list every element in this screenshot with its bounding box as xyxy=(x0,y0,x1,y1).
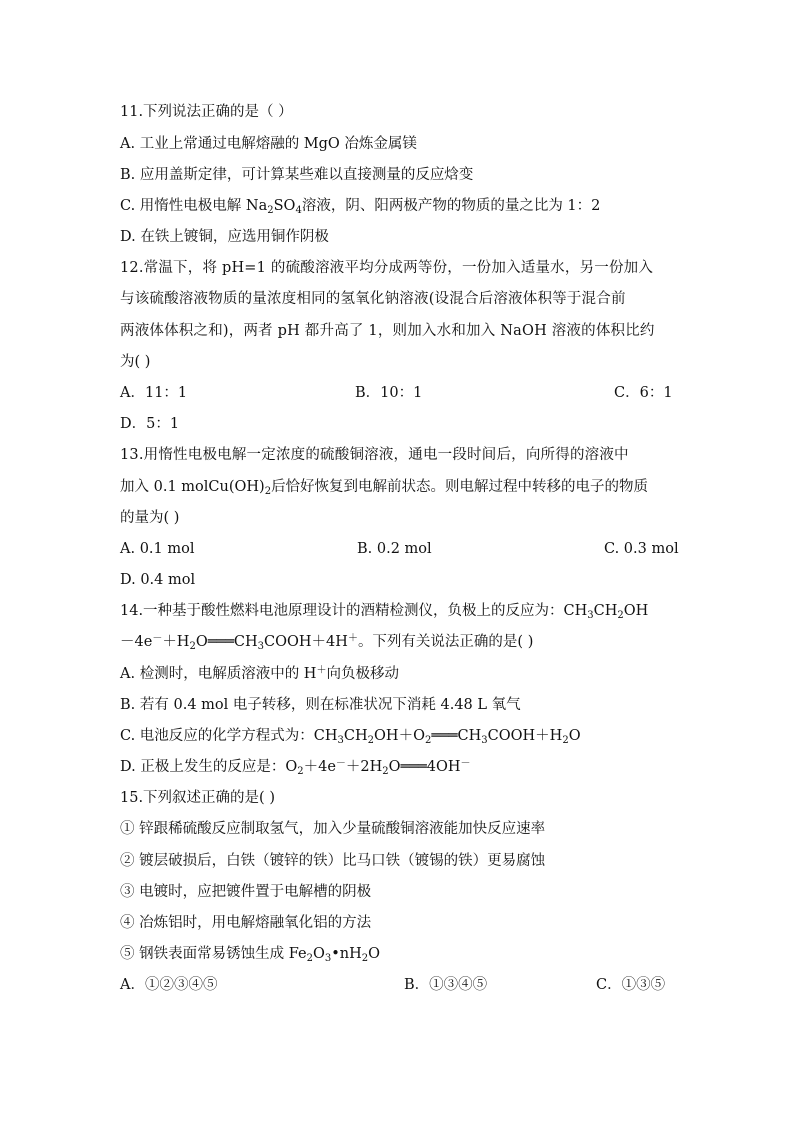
subscript: 2 xyxy=(306,953,313,964)
q14-option-b: B. 若有 0.4 mol 电子转移，则在标准状况下消耗 4.48 L 氧气 xyxy=(120,697,521,713)
subscript: 4 xyxy=(295,205,302,216)
text: CH xyxy=(593,603,618,619)
q11-option-d: D. 在铁上镀铜，应选用铜作阴极 xyxy=(120,229,329,245)
text: ⑤ 钢铁表面常易锈蚀生成 Fe xyxy=(120,946,307,962)
text: OH＋O xyxy=(374,728,425,744)
q12-stem-line-2: 与该硫酸溶液物质的量浓度相同的氢氧化钠溶液(设混合后溶液体积等于混合前 xyxy=(120,291,626,307)
q13-option-d: D. 0.4 mol xyxy=(120,572,196,588)
subscript: 2 xyxy=(617,610,624,621)
subscript: 3 xyxy=(481,735,488,746)
subscript: 2 xyxy=(382,766,389,777)
text: COOH＋4H xyxy=(264,634,348,650)
q11-stem: 11.下列说法正确的是（ ） xyxy=(120,104,293,120)
q11-option-c xyxy=(120,196,600,216)
text: O xyxy=(368,946,381,962)
q12-option-b: B．10：1 xyxy=(355,385,423,401)
subscript: 2 xyxy=(367,735,375,746)
superscript: ＋ xyxy=(347,633,358,644)
text: SO xyxy=(273,198,296,214)
superscript: － xyxy=(152,633,163,644)
q12-option-a: A．11：1 xyxy=(120,385,188,401)
q13-option-a: A. 0.1 mol xyxy=(120,541,195,557)
text: 14.一种基于酸性燃料电池原理设计的酒精检测仪，负极上的反应为：CH xyxy=(120,603,588,619)
text: O xyxy=(312,946,325,962)
text: •nH xyxy=(331,946,362,962)
q14-stem-line-2 xyxy=(120,632,533,652)
text: OH xyxy=(623,603,649,619)
superscript: ＋ xyxy=(316,665,327,676)
text: 向负极移动 xyxy=(326,666,399,682)
text: COOH＋H xyxy=(487,728,563,744)
subscript: 3 xyxy=(337,735,344,746)
q14-stem-line-1 xyxy=(120,601,648,621)
q11-option-b: B. 应用盖斯定律，可计算某些难以直接测量的反应焓变 xyxy=(120,167,474,183)
q15-statement-3: ③ 电镀时，应把镀件置于电解槽的阴极 xyxy=(120,884,372,900)
q13-stem-line-1: 13.用惰性电极电解一定浓度的硫酸铜溶液，通电一段时间后，向所得的溶液中 xyxy=(120,447,629,463)
q13-option-b: B. 0.2 mol xyxy=(357,541,432,557)
superscript: － xyxy=(460,758,471,769)
text: －4e xyxy=(120,634,153,650)
subscript: 2 xyxy=(424,735,432,746)
q15-statement-2: ② 镀层破损后，白铁（镀锌的铁）比马口铁（镀锡的铁）更易腐蚀 xyxy=(120,853,546,869)
text: D. 正极上发生的反应是：O xyxy=(120,759,298,775)
q15-statement-5 xyxy=(120,944,380,964)
q15-option-a: A．①②③④⑤ xyxy=(120,977,218,993)
subscript: 2 xyxy=(297,766,304,777)
subscript: 2 xyxy=(562,735,569,746)
q15-stem: 15.下列叙述正确的是( ) xyxy=(120,790,275,806)
text: ＋2H xyxy=(345,759,383,775)
superscript: － xyxy=(335,758,346,769)
q14-option-c xyxy=(120,726,581,746)
text: C. 用惰性电极电解 Na xyxy=(120,198,268,214)
subscript: 2 xyxy=(264,486,272,497)
subscript: 3 xyxy=(324,953,332,964)
subscript: 2 xyxy=(267,205,274,216)
q12-option-d: D．5：1 xyxy=(120,416,180,432)
text: ＋H xyxy=(162,634,190,650)
text: ＋4e xyxy=(303,759,336,775)
q12-stem-line-4: 为( ) xyxy=(120,354,151,370)
text: O═══CH xyxy=(195,634,258,650)
q13-stem-line-3: 的量为( ) xyxy=(120,510,180,526)
text: O═══4OH xyxy=(388,759,461,775)
subscript: 3 xyxy=(257,641,265,652)
text: O xyxy=(568,728,581,744)
q12-option-c: C．6：1 xyxy=(614,385,673,401)
q15-option-c: C．①③⑤ xyxy=(596,977,666,993)
text: 溶液，阴、阳两极产物的物质的量之比为 1：2 xyxy=(301,198,601,214)
subscript: 2 xyxy=(189,641,196,652)
subscript: 3 xyxy=(587,610,594,621)
q12-stem-line-1: 12.常温下，将 pH=1 的硫酸溶液平均分成两等份，一份加入适量水，另一份加入 xyxy=(120,260,654,276)
text: ═══CH xyxy=(431,728,482,744)
q15-option-b: B．①③④⑤ xyxy=(404,977,488,993)
q14-option-a xyxy=(120,664,399,684)
q15-statement-1: ① 锌跟稀硫酸反应制取氢气，加入少量硫酸铜溶液能加快反应速率 xyxy=(120,821,546,837)
q12-stem-line-3: 两液体体积之和)，两者 pH 都升高了 1，则加入水和加入 NaOH 溶液的体积比约 xyxy=(120,323,655,339)
subscript: 2 xyxy=(361,953,369,964)
text: 后恰好恢复到电解前状态。则电解过程中转移的电子的物质 xyxy=(271,479,649,495)
q15-statement-4: ④ 冶炼铝时，用电解熔融氧化铝的方法 xyxy=(120,915,372,931)
text: CH xyxy=(343,728,368,744)
q13-stem-line-2 xyxy=(120,477,648,497)
text: C. 电池反应的化学方程式为：CH xyxy=(120,728,338,744)
q14-option-d xyxy=(120,757,471,777)
q11-option-a: A. 工业上常通过电解熔融的 MgO 冶炼金属镁 xyxy=(120,136,417,152)
text: A. 检测时，电解质溶液中的 H xyxy=(120,666,317,682)
text: 加入 0.1 molCu(OH) xyxy=(120,479,265,495)
q13-option-c: C. 0.3 mol xyxy=(604,541,679,557)
text: 。下列有关说法正确的是( ) xyxy=(357,634,534,650)
